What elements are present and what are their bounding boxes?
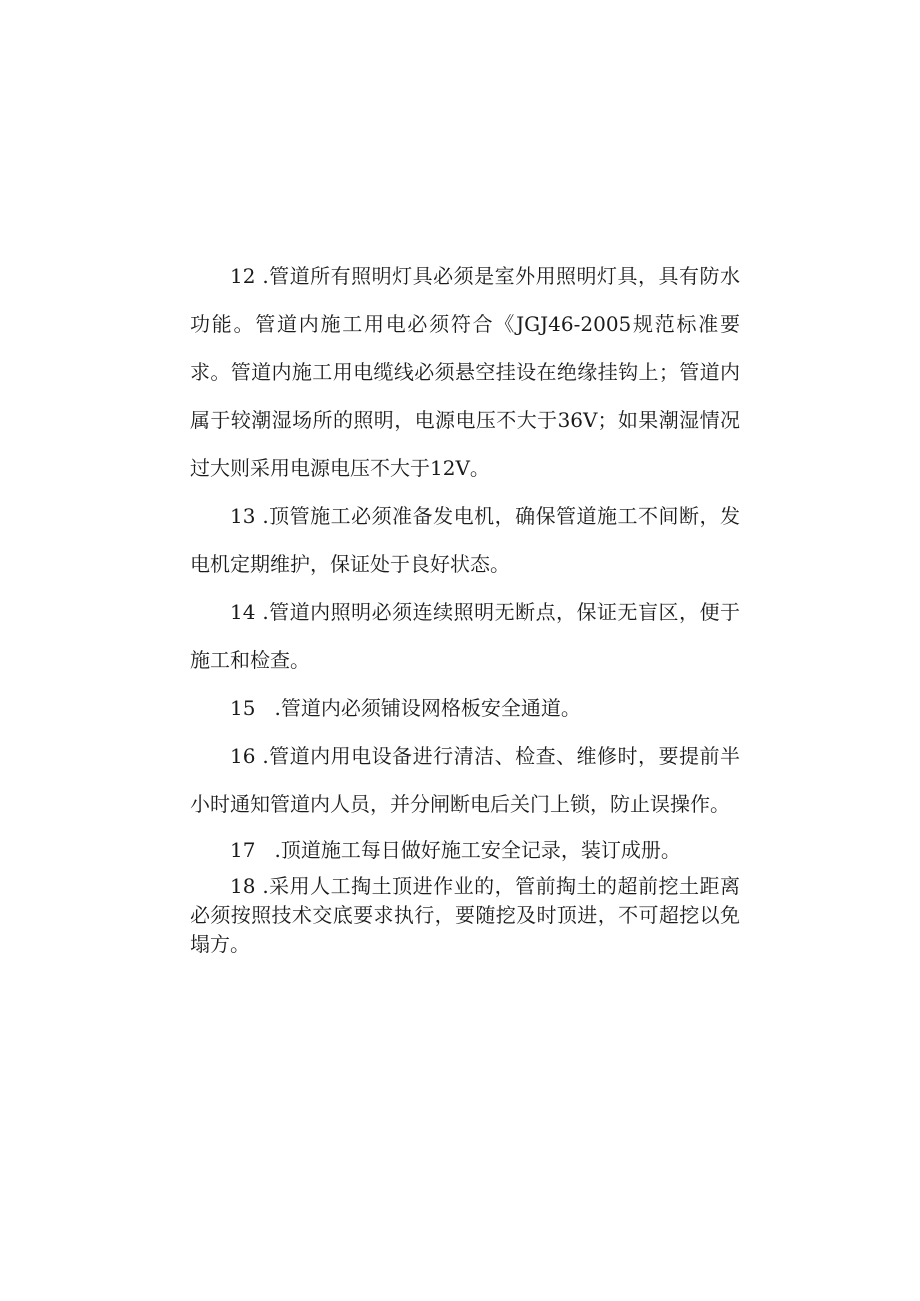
paragraph-number: 14 [230,600,256,624]
paragraph-15 [190,684,740,732]
document-body [190,252,740,959]
paragraph-number: 17 [230,838,256,862]
paragraph-13 [190,492,740,588]
paragraph-17 [190,828,740,872]
paragraph-text: .管道所有照明灯具必须是室外用照明灯具，具有防水功能。管道内施工用电必须符合《JGJ46-2005规范标准要求。管道内施工用电缆线必须悬空挂设在绝缘挂钩上；管道内属于较潮湿场所的照明，电源电压不大于36V；如果潮湿情况过大则采用电源电压不大于12V。 [190,264,741,480]
paragraph-number: 13 [230,504,256,528]
paragraph-text: .顶管施工必须准备发电机，确保管道施工不间断，发电机定期维护，保证处于良好状态。 [190,504,741,576]
paragraph-text: .采用人工掏土顶进作业的，管前掏土的超前挖土距离必须按照技术交底要求执行，要随挖及时顶进，不可超挖以免塌方。 [190,874,741,956]
paragraph-12 [190,252,740,492]
paragraph-18 [190,872,740,959]
paragraph-text: .管道内照明必须连续照明无断点，保证无盲区，便于施工和检查。 [190,600,741,672]
paragraph-number: 15 [230,696,256,720]
paragraph-number: 16 [230,744,256,768]
paragraph-number: 18 [230,874,256,898]
paragraph-text: .管道内必须铺设网格板安全通道。 [274,696,581,720]
paragraph-text: .管道内用电设备进行清洁、检查、维修时，要提前半小时通知管道内人员，并分闸断电后关门上锁，防止误操作。 [190,744,741,816]
paragraph-number: 12 [230,264,256,288]
paragraph-text: .顶道施工每日做好施工安全记录，装订成册。 [274,838,681,862]
paragraph-14 [190,588,740,684]
paragraph-16 [190,732,740,828]
